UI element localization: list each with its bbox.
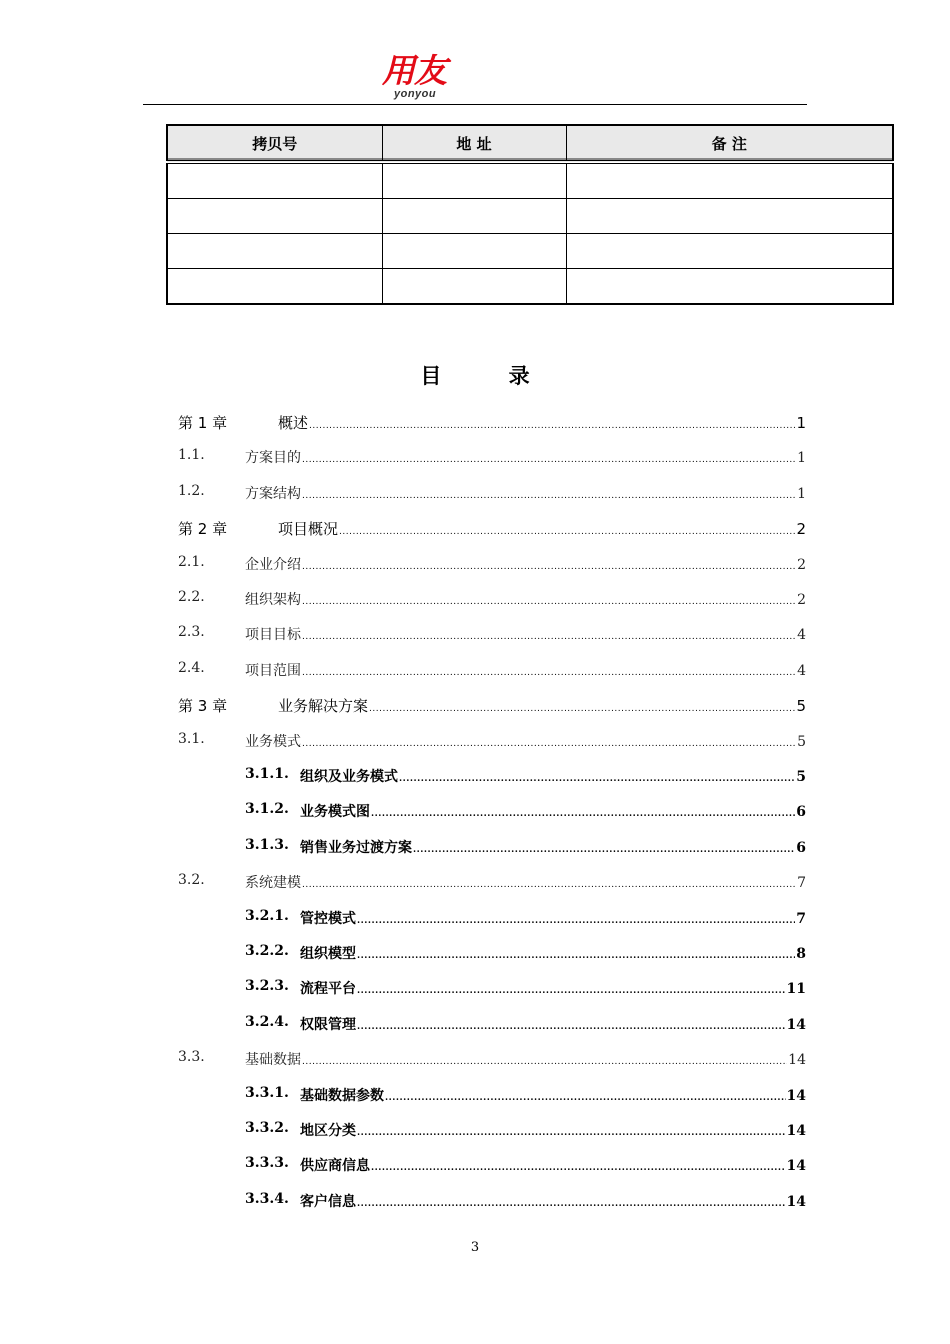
logo-text-en: yonyou xyxy=(394,88,437,100)
toc-entry-page: 1 xyxy=(796,414,806,432)
toc-entry-number: 1.2. xyxy=(178,482,205,499)
toc-entry-label: 地区分类 xyxy=(300,1123,356,1139)
toc-leader-dots xyxy=(339,527,795,537)
toc-title: 目 录 xyxy=(420,364,560,388)
toc-entry-page: 2 xyxy=(797,556,806,573)
toc-entry-page: 14 xyxy=(786,1087,806,1104)
table-row xyxy=(167,269,893,305)
toc-entry-number: 第 1 章 xyxy=(178,414,228,432)
toc-entry[interactable] xyxy=(0,483,950,513)
toc-entry[interactable] xyxy=(0,908,950,938)
toc-leader-dots xyxy=(302,455,796,465)
toc-leader-dots xyxy=(371,1163,786,1173)
toc-leader-dots xyxy=(413,845,795,855)
toc-leader-dots xyxy=(357,951,795,961)
toc-entry-number: 3.1.3. xyxy=(245,836,289,853)
toc-entry-number: 3.3.1. xyxy=(245,1084,289,1101)
toc-entry-page: 5 xyxy=(796,697,806,716)
toc-entry-page: 6 xyxy=(796,804,806,821)
toc-leader-dots xyxy=(302,880,796,890)
toc-entry-number: 2.1. xyxy=(178,553,205,570)
toc-entry-number: 1.1. xyxy=(178,447,205,464)
table-cell xyxy=(382,199,566,234)
toc-entry-label: 组织及业务模式 xyxy=(300,769,398,785)
page-number: 3 xyxy=(470,1240,480,1255)
table-row xyxy=(167,162,893,199)
toc-entry-number: 3.2.4. xyxy=(245,1013,289,1030)
table-cell xyxy=(566,234,893,269)
toc-entry-label: 项目目标 xyxy=(245,627,301,644)
header-remarks: 备 注 xyxy=(566,125,893,162)
toc-entry[interactable] xyxy=(0,412,950,442)
toc-entry[interactable] xyxy=(0,837,950,867)
toc-entry[interactable] xyxy=(0,660,950,690)
toc-entry-page: 4 xyxy=(797,662,806,679)
toc-entry-label: 概述 xyxy=(278,414,309,432)
toc-entry[interactable] xyxy=(0,801,950,831)
toc-entry-label: 项目概况 xyxy=(278,520,339,539)
toc-entry-label: 销售业务过渡方案 xyxy=(300,839,412,856)
toc-leader-dots xyxy=(309,421,795,431)
toc-leader-dots xyxy=(369,704,795,714)
toc-entry-page: 14 xyxy=(786,1016,806,1033)
toc-entry-page: 4 xyxy=(797,627,806,644)
toc-entry-label: 企业介绍 xyxy=(245,556,301,573)
toc-entry-number: 3.1.2. xyxy=(245,801,289,818)
toc-leader-dots xyxy=(302,597,796,607)
toc-entry-page: 7 xyxy=(796,910,806,927)
toc-entry-page: 11 xyxy=(786,981,806,998)
toc-entry[interactable] xyxy=(0,1085,950,1115)
toc-leader-dots xyxy=(302,632,796,642)
toc-entry-label: 流程平台 xyxy=(300,981,356,998)
toc-entry-label: 业务模式图 xyxy=(300,804,370,821)
toc-leader-dots xyxy=(302,491,796,501)
table-row xyxy=(167,234,893,269)
toc-entry[interactable] xyxy=(0,943,950,973)
toc-entry-number: 3.2. xyxy=(178,872,205,889)
table-cell xyxy=(382,162,566,199)
toc-entry-number: 3.2.3. xyxy=(245,978,289,995)
toc-entry[interactable] xyxy=(0,1049,950,1079)
toc-leader-dots xyxy=(302,1057,787,1067)
toc-entry-number: 3.1. xyxy=(178,730,205,747)
toc-entry[interactable] xyxy=(0,1155,950,1185)
toc-entry-page: 2 xyxy=(797,592,806,608)
toc-leader-dots xyxy=(302,739,796,749)
toc-entry[interactable] xyxy=(0,518,950,548)
toc-leader-dots xyxy=(302,668,796,678)
table-cell xyxy=(566,269,893,305)
toc-entry-page: 1 xyxy=(797,450,806,467)
toc-entry-number: 2.3. xyxy=(178,624,205,641)
toc-entry-number: 3.1.1. xyxy=(245,766,289,782)
toc-leader-dots xyxy=(357,986,786,996)
toc-entry[interactable] xyxy=(0,695,950,725)
toc-entry-page: 14 xyxy=(786,1123,806,1139)
toc-entry-number: 3.3.2. xyxy=(245,1120,289,1136)
toc-entry-label: 方案结构 xyxy=(245,485,301,502)
table-cell xyxy=(566,162,893,199)
toc-entry-page: 2 xyxy=(796,520,806,539)
toc-leader-dots xyxy=(357,916,795,926)
toc-entry-number: 3.2.1. xyxy=(245,907,289,924)
toc-entry[interactable] xyxy=(0,1120,950,1150)
toc-entry[interactable] xyxy=(0,624,950,654)
toc-entry-number: 第 2 章 xyxy=(178,520,228,539)
table-row xyxy=(167,199,893,234)
toc-leader-dots xyxy=(357,1199,786,1209)
toc-entry-number: 2.4. xyxy=(178,659,205,676)
toc-entry[interactable] xyxy=(0,872,950,902)
toc-entry[interactable] xyxy=(0,731,950,761)
toc-entry-number: 3.3.4. xyxy=(245,1190,289,1207)
table-cell xyxy=(382,269,566,305)
toc-leader-dots xyxy=(385,1093,786,1103)
table-cell xyxy=(167,162,382,199)
toc-entry-page: 7 xyxy=(797,875,806,892)
toc-leader-dots xyxy=(357,1128,786,1138)
copy-distribution-table xyxy=(166,124,894,305)
table-cell xyxy=(382,234,566,269)
logo-text-cn: 用友 xyxy=(382,51,446,90)
toc-entry-label: 业务解决方案 xyxy=(278,697,369,716)
toc-entry-label: 客户信息 xyxy=(300,1193,356,1210)
toc-entry-page: 5 xyxy=(796,769,806,785)
toc-entry-label: 业务模式 xyxy=(245,733,301,750)
header-divider xyxy=(143,104,807,105)
toc-entry-page: 5 xyxy=(797,733,806,750)
toc-entry-page: 8 xyxy=(796,946,806,962)
toc-entry-number: 3.2.2. xyxy=(245,943,289,959)
toc-entry-page: 14 xyxy=(786,1158,806,1175)
table-cell xyxy=(167,269,382,305)
toc-entry-label: 管控模式 xyxy=(300,910,356,927)
header-address: 地 址 xyxy=(382,125,566,162)
toc-entry[interactable] xyxy=(0,1014,950,1044)
toc-entry-label: 组织架构 xyxy=(245,592,301,608)
toc-leader-dots xyxy=(371,809,795,819)
toc-entry-page: 14 xyxy=(786,1193,806,1210)
toc-entry[interactable] xyxy=(0,447,950,477)
toc-entry-number: 第 3 章 xyxy=(178,697,228,716)
toc-leader-dots xyxy=(357,1022,786,1032)
table-cell xyxy=(566,199,893,234)
toc-entry[interactable] xyxy=(0,978,950,1008)
yonyou-logo xyxy=(358,52,470,104)
toc-entry-label: 项目范围 xyxy=(245,662,301,679)
toc-entry-label: 供应商信息 xyxy=(300,1158,370,1175)
toc-entry-label: 方案目的 xyxy=(245,450,301,467)
toc-entry[interactable] xyxy=(0,766,950,796)
toc-entry-page: 14 xyxy=(788,1052,806,1069)
toc-entry-label: 权限管理 xyxy=(300,1016,356,1033)
toc-entry-number: 3.3. xyxy=(178,1049,205,1066)
table-cell xyxy=(167,234,382,269)
toc-entry[interactable] xyxy=(0,589,950,619)
toc-entry-number: 2.2. xyxy=(178,589,205,605)
toc-entry-page: 6 xyxy=(796,839,806,856)
toc-entry-label: 组织模型 xyxy=(300,946,356,962)
toc-entry-page: 1 xyxy=(797,485,806,502)
toc-entry-label: 基础数据参数 xyxy=(300,1087,384,1104)
toc-entry-label: 系统建模 xyxy=(245,875,301,892)
table-cell xyxy=(167,199,382,234)
toc-leader-dots xyxy=(399,774,795,784)
toc-entry[interactable] xyxy=(0,554,950,584)
toc-leader-dots xyxy=(302,562,796,572)
toc-entry-number: 3.3.3. xyxy=(245,1155,289,1172)
toc-entry-label: 基础数据 xyxy=(245,1052,301,1069)
toc-entry[interactable] xyxy=(0,1191,950,1221)
header-copy-number: 拷贝号 xyxy=(167,125,382,162)
table-header-row xyxy=(167,125,893,162)
